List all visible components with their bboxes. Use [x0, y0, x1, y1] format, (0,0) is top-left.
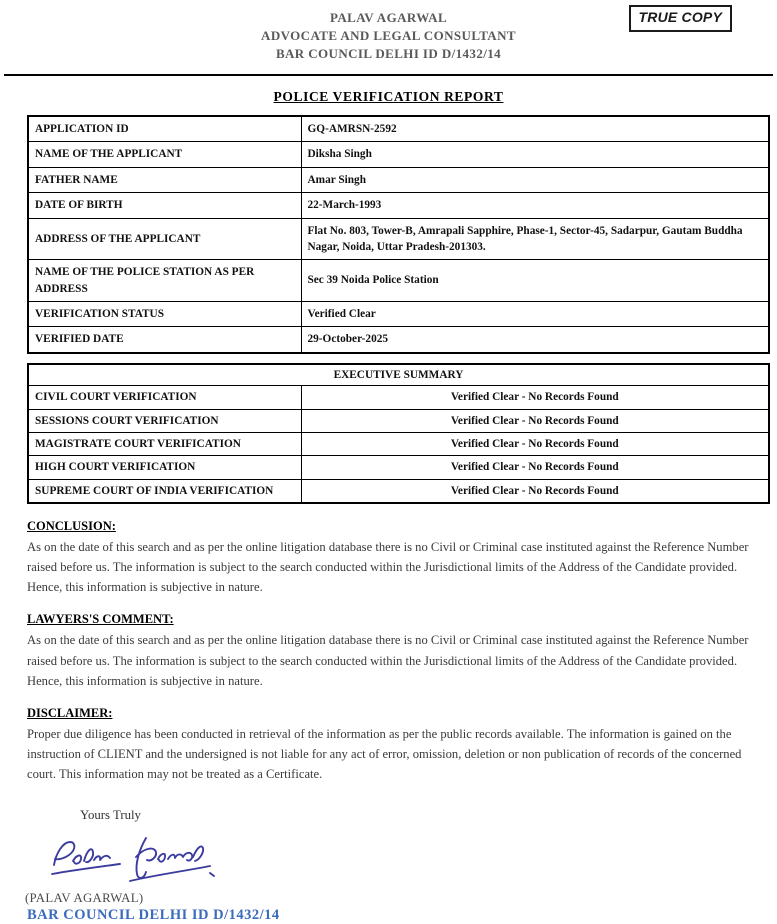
true-copy-stamp	[629, 5, 732, 32]
table-row	[28, 409, 769, 432]
section-lawyers-comment	[27, 612, 767, 690]
conclusion-heading: CONCLUSION:	[27, 519, 116, 533]
signatory-name: (PALAV AGARWAL)	[25, 891, 144, 906]
executive-summary-table	[27, 363, 770, 504]
yours-truly-text: Yours Truly	[80, 808, 141, 823]
row-label-sessions-court: SESSIONS COURT VERIFICATION	[28, 409, 301, 432]
row-label-date-of-birth: DATE OF BIRTH	[28, 193, 301, 218]
summary-header-row	[28, 364, 769, 386]
table-row	[28, 479, 769, 503]
lawyers-comment-body: As on the date of this search and as per the online litigation database there is no Civil or Criminal case instituted against the Reference Number raised before us. The information is subject to the search conducted within the Jurisdictional limits of the Address of the Candidate provided. Hence, this information is subjective in nature.	[27, 633, 749, 688]
table-row	[28, 456, 769, 479]
row-label-applicant-name: NAME OF THE APPLICANT	[28, 142, 301, 167]
table-row	[28, 327, 769, 353]
table-row	[28, 302, 769, 327]
signature-image	[42, 829, 777, 891]
handwritten-signature-icon	[42, 829, 222, 891]
row-value-verification-status: Verified Clear	[301, 302, 769, 327]
row-label-civil-court: CIVIL COURT VERIFICATION	[28, 386, 301, 409]
disclaimer-body: Proper due diligence has been conducted in retrieval of the information as per the public records available. The information is gained on the instruction of CLIENT and the undersigned is not liable for any act of error, omission, deletion or non publication of records of the concerned court. This information may not be treated as a Certificate.	[27, 726, 742, 782]
table-row	[28, 142, 769, 167]
table-row	[28, 193, 769, 218]
row-value-sessions-court: Verified Clear - No Records Found	[301, 409, 769, 432]
section-disclaimer	[27, 706, 767, 784]
row-label-verified-date: VERIFIED DATE	[28, 327, 301, 353]
row-value-supreme-court: Verified Clear - No Records Found	[301, 479, 769, 503]
row-label-application-id: APPLICATION ID	[28, 116, 301, 142]
row-value-police-station: Sec 39 Noida Police Station	[301, 260, 769, 302]
row-value-magistrate-court: Verified Clear - No Records Found	[301, 432, 769, 455]
header-divider	[4, 74, 773, 76]
bar-council-id-line: BAR COUNCIL DELHI ID D/1432/14	[27, 907, 280, 924]
row-label-address: ADDRESS OF THE APPLICANT	[28, 218, 301, 260]
row-label-verification-status: VERIFICATION STATUS	[28, 302, 301, 327]
row-label-police-station: NAME OF THE POLICE STATION AS PER ADDRESS	[28, 260, 301, 302]
row-value-address: Flat No. 803, Tower-B, Amrapali Sapphire, Phase-1, Sector-45, Sadarpur, Gautam Buddha Nagar, Noida, Uttar Pradesh-201303.	[301, 218, 769, 260]
section-conclusion	[27, 519, 767, 597]
advocate-bar-id: BAR COUNCIL DELHI ID D/1432/14	[275, 46, 502, 61]
row-value-father-name: Amar Singh	[301, 167, 769, 192]
advocate-role: ADVOCATE AND LEGAL CONSULTANT	[261, 28, 516, 43]
row-value-applicant-name: Diksha Singh	[301, 142, 769, 167]
table-row	[28, 167, 769, 192]
table-row	[28, 432, 769, 455]
summary-title: EXECUTIVE SUMMARY	[28, 364, 769, 386]
lawyers-comment-heading: LAWYERS'S COMMENT:	[27, 612, 174, 627]
row-label-father-name: FATHER NAME	[28, 167, 301, 192]
true-copy-label: TRUE COPY	[638, 9, 722, 25]
conclusion-body: As on the date of this search and as per the online litigation database there is no Civil or Criminal case instituted against the Reference Number raised before us. The information is subject to the search conducted within the Jurisdictional limits of the Address of the Candidate provided. Hence, this information is subjective in nature.	[27, 540, 749, 595]
advocate-name: PALAV AGARWAL	[329, 10, 448, 25]
row-value-high-court: Verified Clear - No Records Found	[301, 456, 769, 479]
table-row	[28, 386, 769, 409]
row-value-application-id: GQ-AMRSN-2592	[301, 116, 769, 142]
row-label-magistrate-court: MAGISTRATE COURT VERIFICATION	[28, 432, 301, 455]
row-value-date-of-birth: 22-March-1993	[301, 193, 769, 218]
table-row	[28, 218, 769, 260]
row-value-civil-court: Verified Clear - No Records Found	[301, 386, 769, 409]
row-label-supreme-court: SUPREME COURT OF INDIA VERIFICATION	[28, 479, 301, 503]
document-title: POLICE VERIFICATION REPORT	[273, 89, 504, 104]
disclaimer-heading: DISCLAIMER:	[27, 705, 113, 720]
applicant-details-table	[27, 115, 770, 354]
row-label-high-court: HIGH COURT VERIFICATION	[28, 456, 301, 479]
table-row	[28, 116, 769, 142]
row-value-verified-date: 29-October-2025	[301, 327, 769, 353]
table-row	[28, 260, 769, 302]
